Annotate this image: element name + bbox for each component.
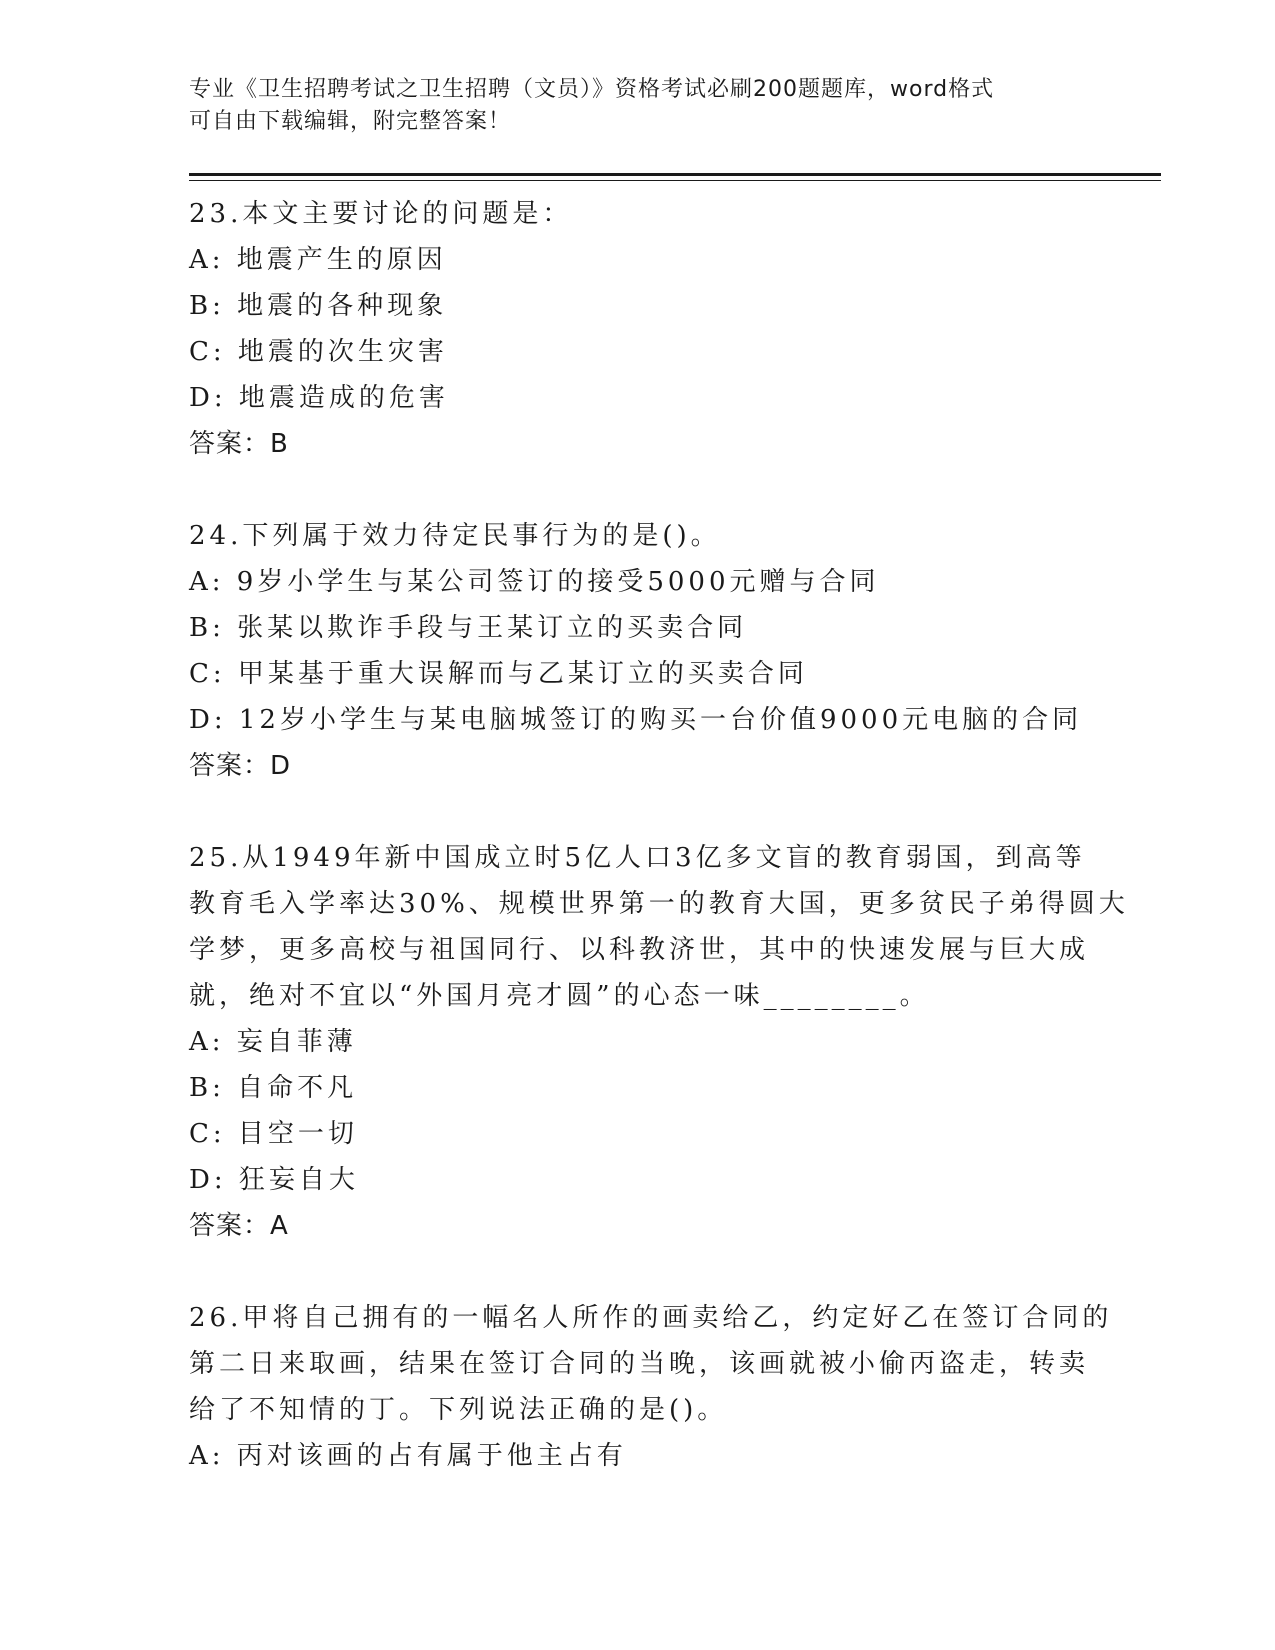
question-stem-line-2: 第二日来取画，结果在签订合同的当晚，该画就被小偷丙盗走，转卖: [189, 1349, 1090, 1379]
option-c: C: 甲某基于重大误解而与乙某订立的买卖合同: [189, 659, 808, 689]
option-b: B: 地震的各种现象: [189, 291, 448, 321]
question-stem-line-1: 25.从1949年新中国成立时5亿人口3亿多文盲的教育弱国，到高等: [189, 843, 1086, 873]
question-stem-line-2: 教育毛入学率达30%、规模世界第一的教育大国，更多贫民子弟得圆大: [189, 889, 1129, 919]
header-line-1: 专业《卫生招聘考试之卫生招聘（文员）》资格考试必刷200题题库，word格式: [189, 77, 995, 102]
answer-line: 答案：B: [189, 429, 289, 459]
question-stem-line-3: 给了不知情的丁。下列说法正确的是()。: [189, 1395, 728, 1425]
option-c: C: 目空一切: [189, 1119, 358, 1149]
question-stem: 24.下列属于效力待定民事行为的是()。: [189, 521, 721, 551]
option-c: C: 地震的次生灾害: [189, 337, 448, 367]
header-line-2: 可自由下载编辑，附完整答案！: [189, 109, 512, 134]
question-26: [189, 1295, 1113, 1479]
option-a: A: 妄自菲薄: [189, 1027, 357, 1057]
option-b: B: 自命不凡: [189, 1073, 358, 1103]
header-divider-thick: [189, 173, 1161, 176]
option-a: A: 地震产生的原因: [189, 245, 447, 275]
document-header: [189, 74, 1089, 138]
answer-line: 答案：D: [189, 751, 292, 781]
question-stem-line-4: 就，绝对不宜以“外国月亮才圆”的心态一味________。: [189, 981, 930, 1011]
question-24: [189, 513, 1089, 789]
question-25: [189, 835, 1129, 1249]
option-b: B: 张某以欺诈手段与王某订立的买卖合同: [189, 613, 748, 643]
option-a: A: 丙对该画的占有属于他主占有: [189, 1441, 627, 1471]
question-stem-line-1: 26.甲将自己拥有的一幅名人所作的画卖给乙，约定好乙在签订合同的: [189, 1303, 1113, 1333]
question-23: [189, 191, 1089, 467]
question-stem-line-3: 学梦，更多高校与祖国同行、以科教济世，其中的快速发展与巨大成: [189, 935, 1090, 965]
answer-line: 答案：A: [189, 1211, 289, 1241]
option-d: D: 地震造成的危害: [189, 383, 449, 413]
option-d: D: 12岁小学生与某电脑城签订的购买一台价值9000元电脑的合同: [189, 705, 1083, 735]
header-divider-thin: [189, 180, 1161, 181]
question-stem: 23.本文主要讨论的问题是：: [189, 199, 573, 229]
question-list: [189, 191, 1129, 1525]
option-d: D: 狂妄自大: [189, 1165, 359, 1195]
option-a: A: 9岁小学生与某公司签订的接受5000元赠与合同: [189, 567, 880, 597]
